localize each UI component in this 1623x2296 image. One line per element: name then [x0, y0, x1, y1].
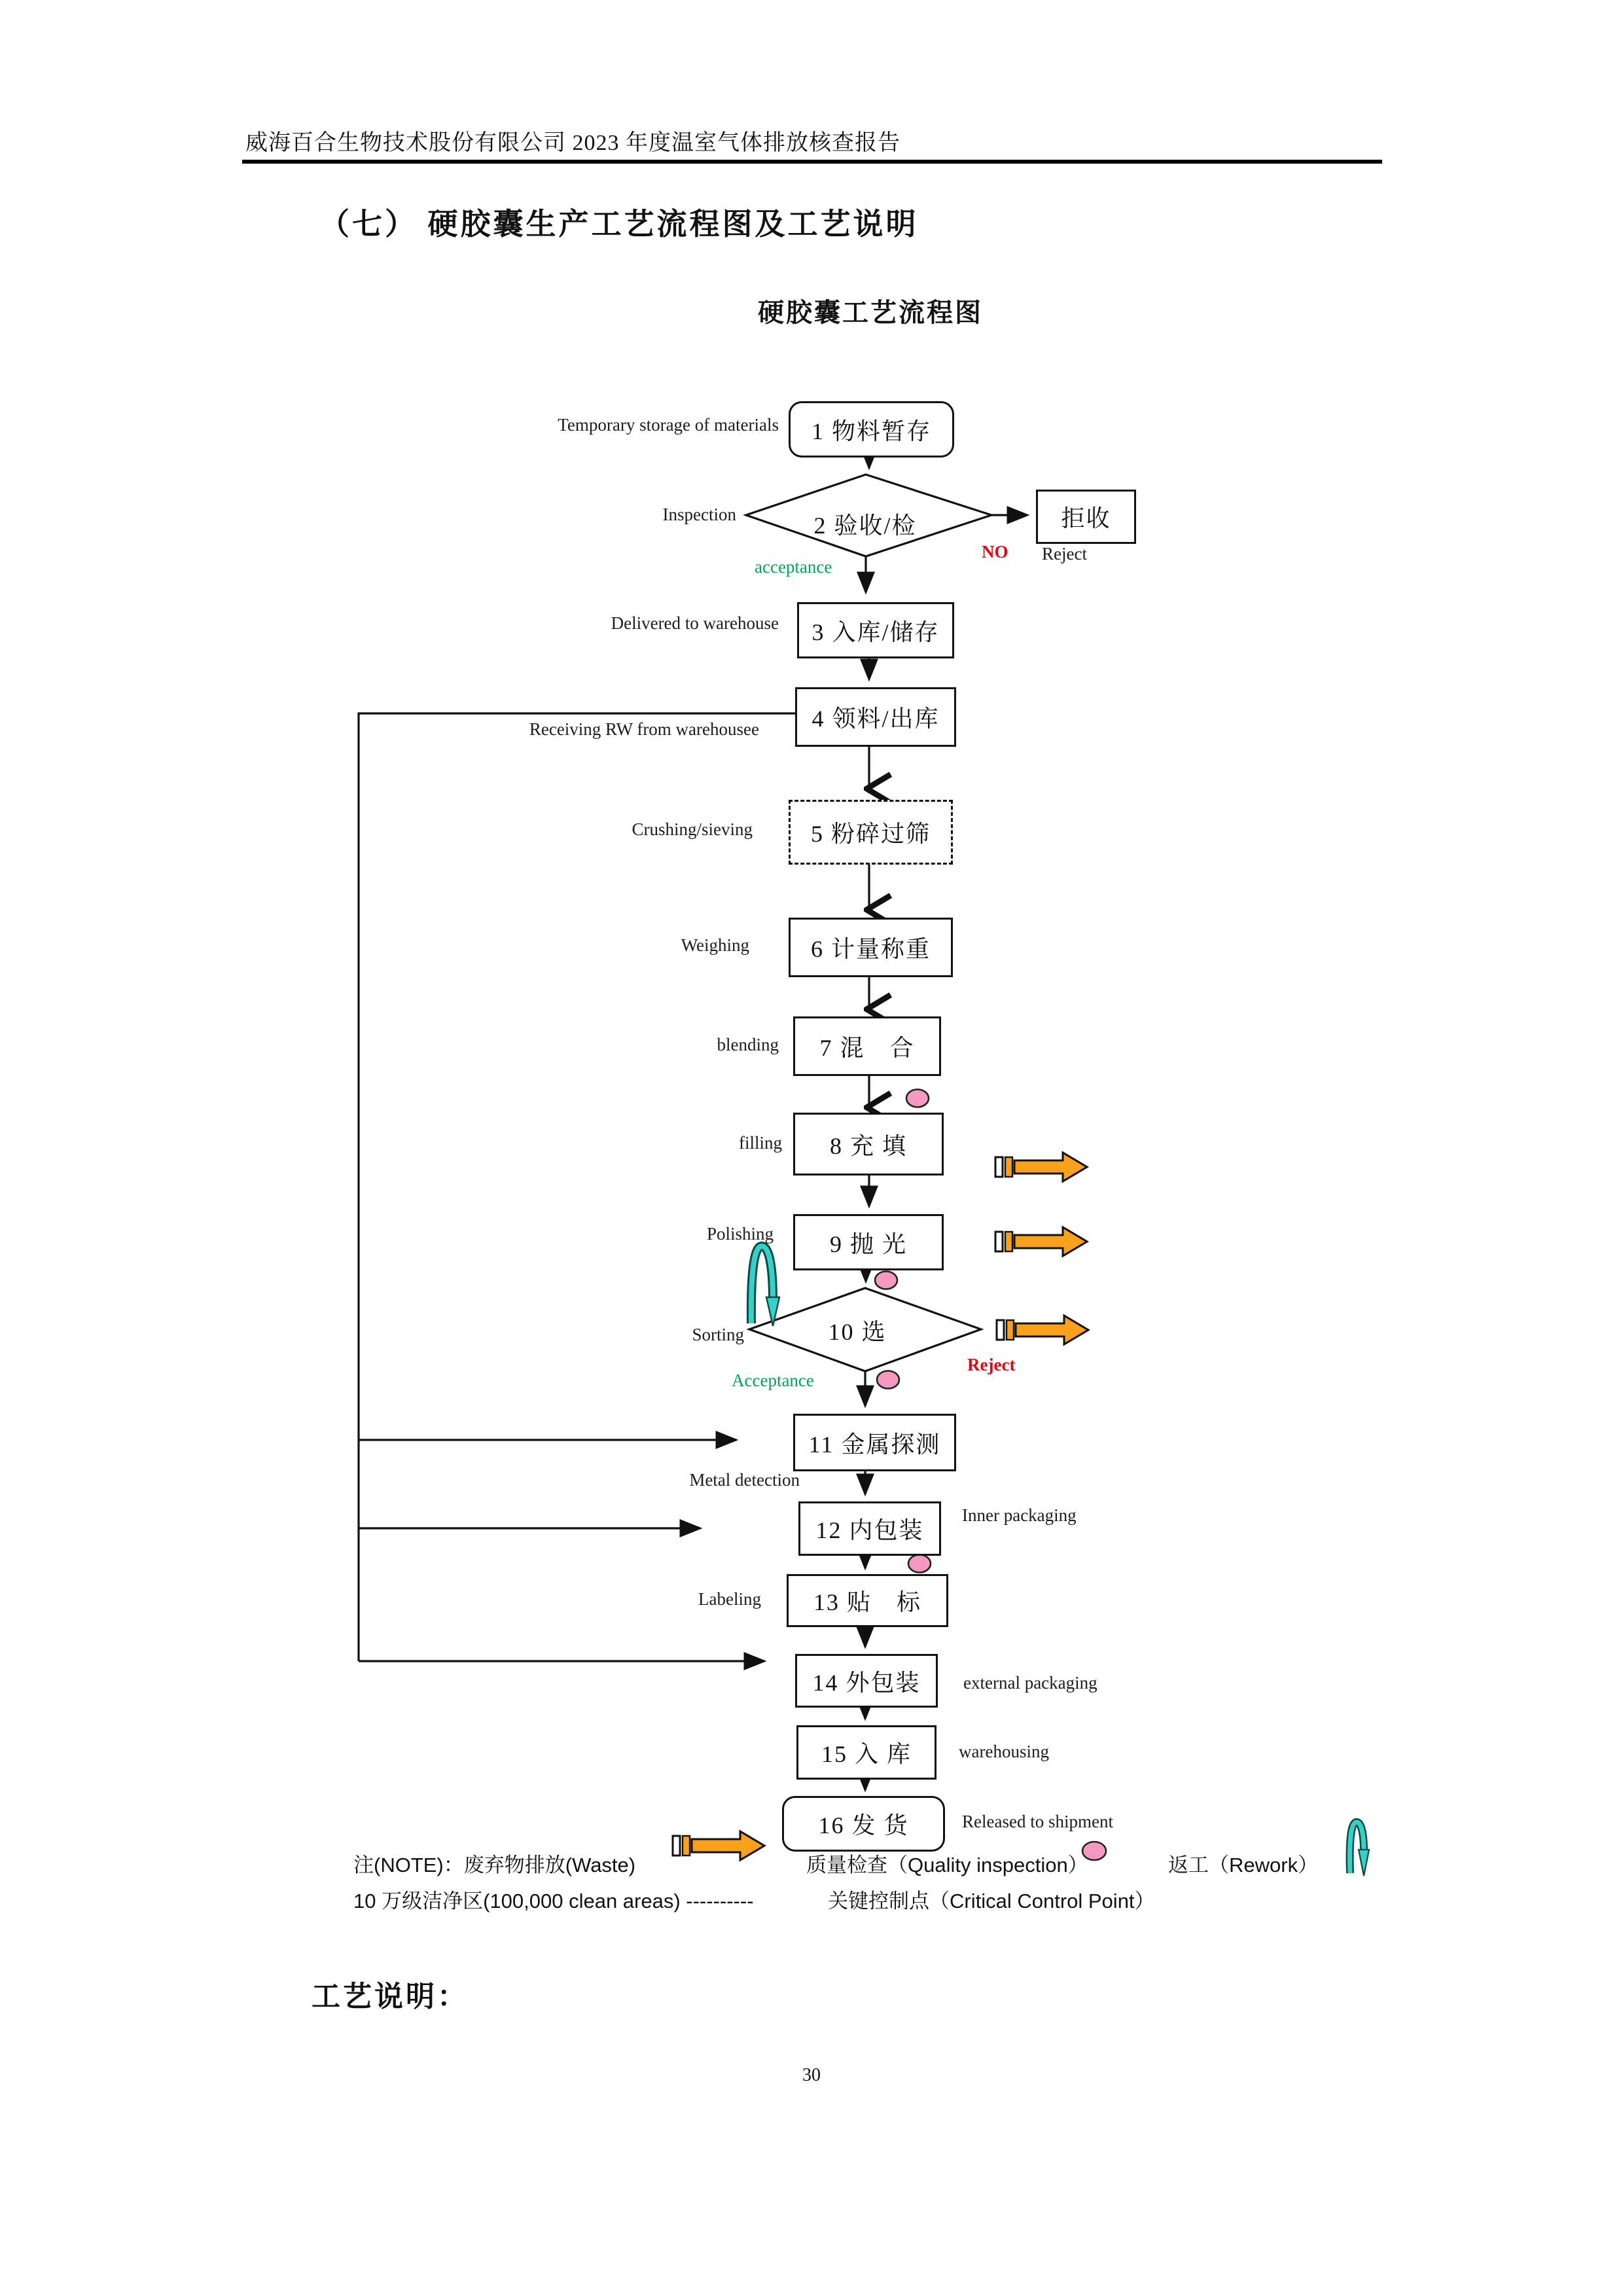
step-6-box: 6 计量称重 — [789, 918, 953, 977]
step-7-box: 7 混 合 — [793, 1016, 941, 1076]
step-13-box: 13 贴 标 — [787, 1574, 948, 1627]
legend-ccp: 关键控制点（Critical Control Point） — [828, 1890, 1155, 1912]
step-3-box: 3 入库/储存 — [797, 602, 954, 658]
section-title: （七） 硬胶囊生产工艺流程图及工艺说明 — [319, 207, 919, 241]
step-8-box: 8 充 填 — [793, 1113, 944, 1175]
flowchart-title: 硬胶囊工艺流程图 — [758, 298, 983, 327]
legend-quality: 质量检查（Quality inspection） — [806, 1854, 1088, 1876]
legend-note-waste: 注(NOTE)：废弃物排放(Waste) — [353, 1854, 636, 1876]
quality-inspection-dot-icon — [908, 1555, 931, 1573]
step-1-en-label: Temporary storage of materials — [558, 415, 779, 435]
step-11-box: 11 金属探测 — [793, 1414, 956, 1471]
page-number: 30 — [802, 2065, 821, 2085]
step-2-en-label: Inspection — [662, 505, 736, 524]
step-12-en-label: Inner packaging — [962, 1505, 1077, 1525]
step-16-en-label: Released to shipment — [962, 1812, 1113, 1831]
acceptance-label: acceptance — [755, 557, 832, 577]
step-5-box: 5 粉碎过筛 — [789, 800, 953, 865]
reject-box: 拒收 — [1036, 490, 1136, 544]
step-10-en-label: Sorting — [692, 1325, 744, 1344]
quality-inspection-dot-icon — [906, 1090, 929, 1107]
step-16-box: 16 发 货 — [782, 1796, 945, 1852]
step-9-en-label: Polishing — [706, 1224, 774, 1244]
step-9-box: 9 抛 光 — [793, 1214, 944, 1270]
step-12-box: 12 内包装 — [798, 1501, 941, 1556]
step-15-box: 15 入 库 — [796, 1725, 936, 1780]
step-2-decision-label: 2 验收/检 — [813, 512, 917, 539]
step-13-en-label: Labeling — [698, 1589, 761, 1609]
step-14-en-label: external packaging — [963, 1673, 1097, 1693]
step-4-box: 4 领料/出库 — [795, 687, 956, 747]
step-11-en-label: Metal detection — [689, 1470, 800, 1490]
step-4-en-label: Receiving RW from warehousee — [529, 719, 759, 739]
reject-en-label: Reject — [1042, 544, 1087, 564]
legend-rework: 返工（Rework） — [1168, 1854, 1319, 1876]
step-1-box: 1 物料暂存 — [789, 401, 954, 457]
step-8-en-label: filling — [739, 1133, 782, 1153]
acceptance-label: Acceptance — [732, 1371, 814, 1390]
waste-arrow-icon — [995, 1153, 1087, 1181]
reject-label: Reject — [967, 1355, 1016, 1374]
no-label: NO — [982, 542, 1008, 562]
step-3-en-label: Delivered to warehouse — [611, 613, 779, 633]
page-header: 威海百合生物技术股份有限公司 2023 年度温室气体排放核查报告 — [245, 131, 901, 155]
step-14-box: 14 外包装 — [795, 1654, 938, 1708]
step-10-decision-label: 10 选 — [828, 1318, 887, 1345]
rework-arrow-icon — [1350, 1822, 1369, 1876]
step-6-en-label: Weighing — [681, 935, 749, 955]
step-7-en-label: blending — [717, 1035, 779, 1054]
legend-clean-area: 10 万级洁净区(100,000 clean areas) ---------- — [353, 1890, 754, 1912]
quality-inspection-dot-icon — [877, 1371, 899, 1389]
process-description-heading: 工艺说明： — [312, 1981, 469, 2013]
step-15-en-label: warehousing — [959, 1742, 1049, 1761]
waste-arrow-icon — [997, 1316, 1088, 1344]
return-line — [359, 713, 795, 1661]
quality-inspection-dot-icon — [875, 1272, 897, 1289]
step-5-en-label: Crushing/sieving — [632, 819, 753, 839]
waste-arrow-icon — [673, 1831, 764, 1860]
waste-arrow-icon — [995, 1227, 1087, 1256]
